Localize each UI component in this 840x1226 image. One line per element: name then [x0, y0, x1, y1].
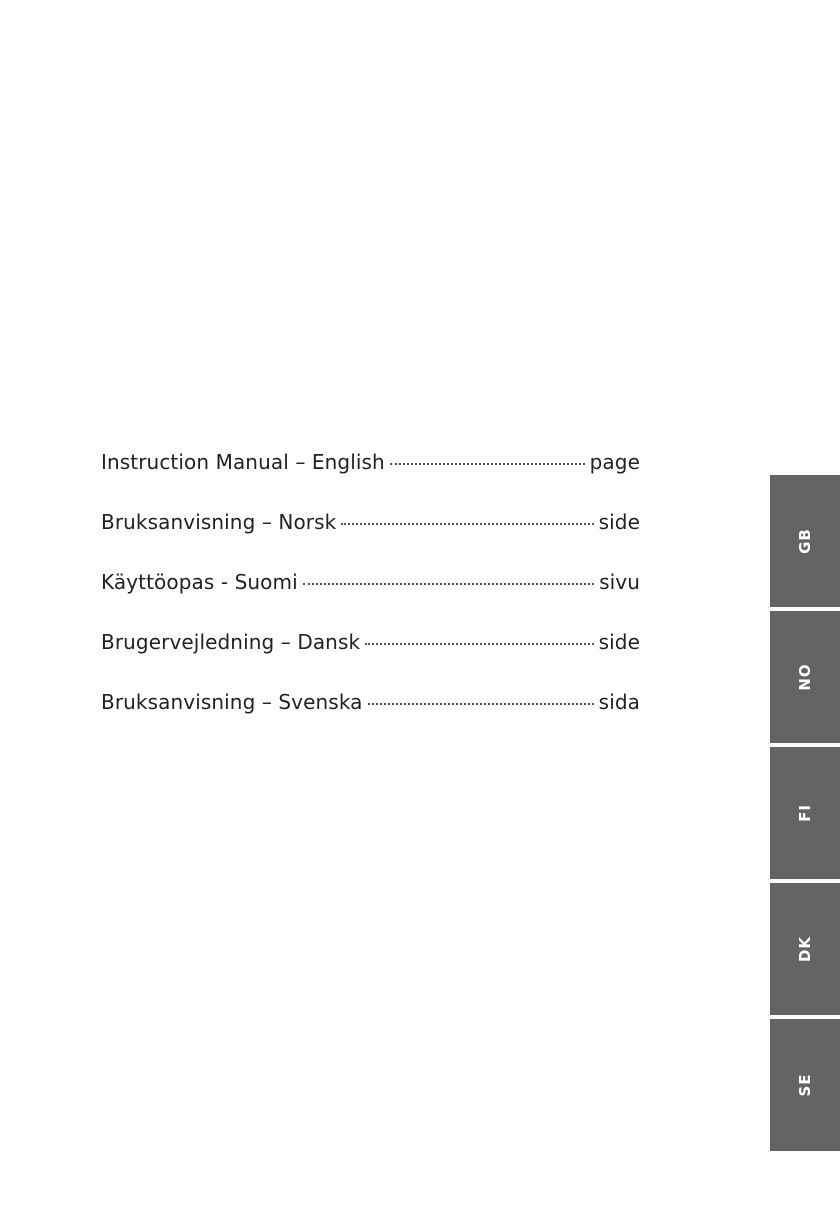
- toc-page-label: sivu: [599, 570, 640, 594]
- language-tab-dk[interactable]: [770, 883, 840, 1015]
- language-tab-no[interactable]: [770, 611, 840, 743]
- toc-row-english[interactable]: [101, 450, 640, 480]
- toc-leader-dots: [341, 523, 593, 525]
- toc-row-suomi[interactable]: [101, 570, 640, 600]
- tab-label: SE: [796, 1073, 814, 1097]
- toc-row-norsk[interactable]: [101, 510, 640, 540]
- toc-title: Bruksanvisning – Svenska: [101, 690, 363, 714]
- toc-title: Instruction Manual – English: [101, 450, 385, 474]
- language-tabs: [770, 475, 840, 1155]
- table-of-contents: [101, 450, 640, 750]
- tab-label: NO: [796, 663, 814, 691]
- toc-title: Käyttöopas - Suomi: [101, 570, 298, 594]
- language-tab-fi[interactable]: [770, 747, 840, 879]
- tab-label: DK: [796, 935, 814, 963]
- language-tab-gb[interactable]: [770, 475, 840, 607]
- tab-label: GB: [796, 528, 814, 554]
- tab-label: FI: [796, 804, 814, 822]
- toc-leader-dots: [365, 643, 593, 645]
- toc-page-label: side: [598, 630, 640, 654]
- toc-page-label: page: [589, 450, 640, 474]
- toc-leader-dots: [390, 463, 585, 465]
- language-tab-se[interactable]: [770, 1019, 840, 1151]
- toc-leader-dots: [303, 583, 594, 585]
- toc-title: Brugervejledning – Dansk: [101, 630, 361, 654]
- toc-row-svenska[interactable]: [101, 690, 640, 720]
- toc-page-label: side: [598, 510, 640, 534]
- toc-leader-dots: [368, 703, 594, 705]
- toc-row-dansk[interactable]: [101, 630, 640, 660]
- toc-page-label: sida: [598, 690, 640, 714]
- toc-title: Bruksanvisning – Norsk: [101, 510, 337, 534]
